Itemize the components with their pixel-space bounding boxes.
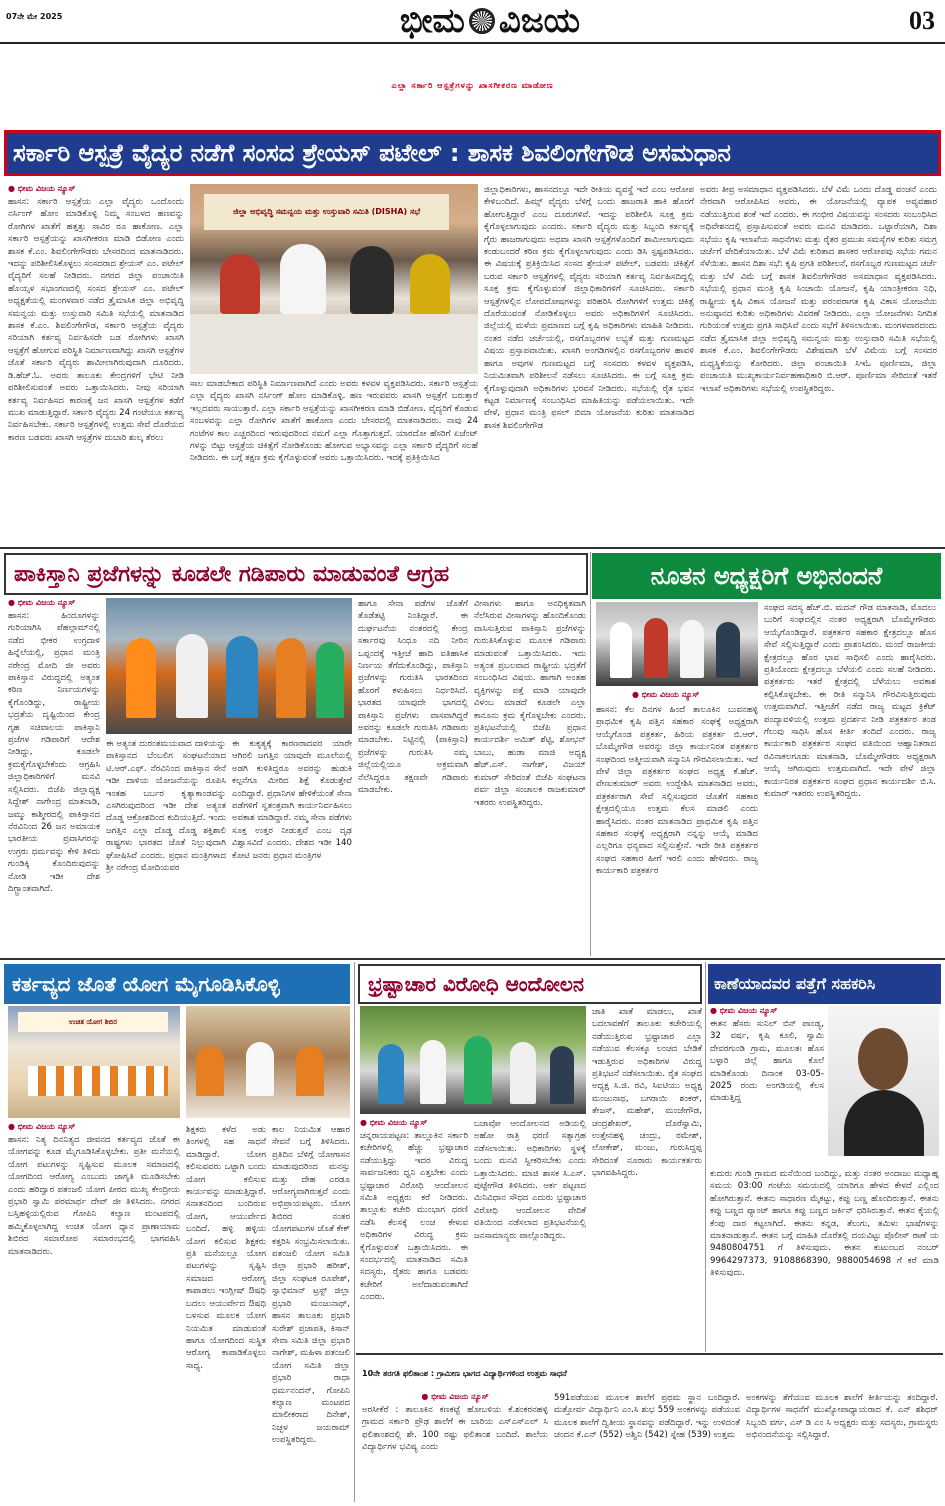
story6-col2: ಕುದುರು ಗುಂಡಿ ಗ್ರಾಮದ ಮನೆಯಿಂದ ಬಂದಿದ್ದು, ಮತ್ತು ನಂತರ ಅಂದಾಜು ಮಧ್ಯಾಹ್ನ ಸಮಯ 03:00 ಗಂಟೆಯ ಸಮಯದಲ್ಲಿ ಯಾರಿಗೂ ಹೇಳದ ಕೇಳದೆ ಎಲ್ಲಿಂದ ಹೋಗಿರುತ್ತಾನೆ. ಈತನು ಸಾಧಾರಣ ಮೈಕಟ್ಟು, ಕಪ್ಪು ಬಣ್ಣ ಹೊಂದಿರುತ್ತಾನೆ. ಈತನು ಕಪ್ಪು ಬಣ್ಣದ ಪ್ಯಾಂಟ್ ಹಾಗೂ ಕಪ್ಪು ಬಣ್ಣದ ಜರ್ಕಿನ್ ಧರಿಸಿರುತ್ತಾನೆ. ಈತನ ಕೈಯಲ್ಲಿ ಕೆಂಪು ದಾರ ಕಟ್ಟಲಾಗಿದೆ. ಈತನು ಕನ್ನಡ, ತೆಲುಗು, ತಮಿಳು ಭಾಷೆಗಳನ್ನು ಮಾತನಾಡುತ್ತಾನೆ. ಈತನ ಬಗ್ಗೆ ಮಾಹಿತಿ ದೊರೆತಲ್ಲಿ ದಯವಿಟ್ಟು ಪೊಲೀಸ್ ಠಾಣೆ ಯ 9480804751 ಗೆ ತಿಳಿಸುವುದು. ಈತನ ಕುಟುಂಬದ ನಂಬರ್ 9964297373, 9108868390, 9880054698 ಗೆ ಕರೆ ಮಾಡಿ ತಿಳಿಸುವುದು. [710,1169,939,1279]
story4-headline-band [4,964,350,1004]
story4-photo [8,1006,180,1118]
story4-headline: ಕರ್ತವ್ಯದ ಜೊತೆ ಯೋಗ ಮೈಗೂಡಿಸಿಕೊಳ್ಳಿ [12,972,280,996]
story2-col1: ಹಾಸನ: ಹಿಂದೂಗಳನ್ನು ಗುರಿಯಾಗಿಸಿ ಪೆಹಲ್ಗಾಮ್‌ನಲ್ಲಿ ನಡೆದ ಭೀಕರ ಉಗ್ರದಾಳಿ ಹಿನ್ನೆಲೆಯಲ್ಲಿ, ಪ್ರಧಾನ ಮಂತ್ರಿ ನರೇಂದ್ರ ಮೋದಿ ಜೀ ಅವರು ಪಾಕಿಸ್ತಾನ ವಿರುದ್ಧದಲ್ಲಿ ಅತ್ಯಂತ ಕಠಿಣ ನಿರ್ಣಯಗಳನ್ನು ಕೈಗೊಂಡಿದ್ದು, ರಾಷ್ಟ್ರೀಯ ಭದ್ರತೆಯ ದೃಷ್ಟಿಯಿಂದ ಕೇಂದ್ರ ಗೃಹ ಸಚಿವಾಲಯ ಪಾಕಿಸ್ತಾನಿ ಪ್ರಜೆಗಳ ಗಡಿಪಾರಿಗೆ ಆದೇಶ ನೀಡಿದ್ದು, ಕೂಡಲೇ ಕ್ರಮಕೈಗೊಳ್ಳಬೇಕೆಂದು ಆಗ್ರಹಿಸಿ ಜಿಲ್ಲಾಧಿಕಾರಿಗಳಿಗೆ ಮನವಿ ಸಲ್ಲಿಸಿದರು. ಬಿಜೆಪಿ ಜಿಲ್ಲಾಧ್ಯಕ್ಷ ಸಿದ್ದೇಶ್ ನಾಗೇಂದ್ರ ಮಾತನಾಡಿ, ಜಮ್ಮು ಕಾಶ್ಮೀರದಲ್ಲಿ ಪಾಕಿಸ್ತಾನದ ನೆರವಿನಿಂದ 26 ಜನ ಅಮಾಯಕ ಭಾರತೀಯ ಪ್ರವಾಸಿಗರನ್ನು ಉಗ್ರರು ಧರ್ಮವನ್ನು ಕೇಳಿ ತಿಳಿದು ಗುಂಡಿಕ್ಕಿ ಕೊಂದಿರುವುದನ್ನು ನೋಡಿ ಇಡೀ ದೇಶ ದಿಗ್ಭ್ರಾಂತವಾಗಿದೆ. [8,611,100,894]
story4-col3: ಕಾಲ ನಿಯಮಿತ ಆಹಾರ ಸೇವನೆ ಬಗ್ಗೆ ತಿಳಿಸಿದರು. ಪ್ರತಿದಿನ ಬೆಳಿಗ್ಗೆ ಯೋಗಾಸನ ಮಾಡುವುದರಿಂದ ಮನಸ್ಸು ಮತ್ತು ದೇಹ ಎರಡೂ ಆರೋಗ್ಯವಾಗಿರುತ್ತವೆ ಎಂದು ಅಭಿಪ್ರಾಯಪಟ್ಟರು. ಯೋಗ ಶಿಬಿರದ ನಂತರ ಯೋಗಪಟುಗಳ ಜೊತೆ ಕೇಕ್ ಕತ್ತರಿಸಿ ಸಂಭ್ರಮಿಸಲಾಯಿತು. ಪತಂಜಲಿ ಯೋಗ ಸಮಿತಿ ಜಿಲ್ಲಾ ಪ್ರಭಾರಿ ಹರೀಶ್, ಜಿಲ್ಲಾ ಸಂಘಟಕ ರೂಪೇಶ್, ಸ್ವಾಭಿಮಾನ್ ಟ್ರಸ್ಟ್ ಜಿಲ್ಲಾ ಪ್ರಭಾರಿ ಮಂಜುನಾಥ್, ಹಾಸನ ತಾಲೂಕು ಪ್ರಭಾರಿ ಸುರೇಶ್ ಪ್ರಜಾಪತಿ, ಕಿಸಾನ್ ಸೇವಾ ಸಮಿತಿ ಜಿಲ್ಲಾ ಪ್ರಭಾರಿ ನಾಗೇಶ್, ಮಹಿಳಾ ಪತಂಜಲಿ ಯೋಗ ಸಮಿತಿ ಜಿಲ್ಲಾ ಪ್ರಭಾರಿ ರಾಧಾ ಧರ್ಮನಂದನ್, ಗೋಪಿನಿ ಕಲ್ಯಾಣ ಮಂಟಪದ ಮಾಲೀಕರಾದ ದಿನೇಶ್, ನಿಚ್ಛಳ ಜಯರಾಮ್ ಉಪಸ್ಥಿತರಿದ್ದರು. [272,1125,350,1446]
story4-col2: ಶಿಕ್ಷಕರು ಕಳೆದ ಅಡು ತಿಂಗಳಲ್ಲಿ ಸಹ ಸಾಧನೆ ಮಾಡಿದ್ದಾರೆ. ಯೋಗ ಕಲಿಸುವವರು ಒಟ್ಟಾಗಿ ಬಂದು ಯೋಗ ಕಲಿಸುವ ಕಾರ್ಯವನ್ನು ಮಾಡುತ್ತಿದ್ದಾರೆ. ಸನಾತನದಿಂದ ಬಂದಿರುವ ಯೋಗ, ಆಯುರ್ವೇದ ಬಂದಿದೆ. ಹಳ್ಳಿ ಹಳ್ಳಿಯ ಯೋಗ ಕಲಿಸುವ ಶಿಕ್ಷಕರು ಪ್ರತಿ ಮನೆಯಲ್ಲೂ ಯೋಗ ಪಟುಗಳನ್ನು ಸೃಷ್ಟಿಸಿ ಸಮಾಜದ ಆರೋಗ್ಯ ಕಾಪಾಡಲು ಇಂಗ್ಲೀಷ್ ಔಷಧಿ ಬದಲು ಆಯುರ್ವೇದ ಔಷಧಿ ಬಳಸುವ ಮೂಲಕ ಯೋಗ ನಿಯಮಿತ ಮಾಡುವಂತೆ ಹಾಗೂ ಯೋಗದಿಂದ ಸುಸ್ಥಿತ ಆರೋಗ್ಯ ಕಾಪಾಡಿಕೊಳ್ಳಲು ಸಾಧ್ಯ. [186,1125,266,1371]
story1 [0,180,945,545]
lead-headline: ಎಲ್ಲಾ ಸರ್ಕಾರಿ ಆಸ್ಪತ್ರೆಗಳನ್ನು ಖಾಸಗೀಕರಣ ಮಾಡೋಣ [391,81,554,90]
story3-col1: ಹಾಸನ: ಕೆಲ ದಿನಗಳ ಹಿಂದೆ ತಾಲೂಕಿನ ಬುವನಹಳ್ಳಿ ಪ್ರಾಥಮಿಕ ಕೃಷಿ ಪತ್ತಿನ ಸಹಕಾರ ಸಂಘಕ್ಕೆ ಅಧ್ಯಕ್ಷರಾಗಿ ಆಯ್ಕೆಗೊಂಡ ಪತ್ರಕರ್ತ, ಹಿರಿಯ ಪತ್ರಕರ್ತ ಬಿ.ಆರ್. ಬೊಮ್ಮೇಗೌಡ ಅವರನ್ನು ಜಿಲ್ಲಾ ಕಾರ್ಯನಿರತ ಪತ್ರಕರ್ತರ ಸಂಘದಿಂದ ಆತ್ಮೀಯವಾಗಿ ಸನ್ಮಾನಿಸಿ ಗೌರವಿಸಲಾಯಿತು. ಇದೆ ವೇಳೆ ಜಿಲ್ಲಾ ಪತ್ರಕರ್ತರ ಸಂಘದ ಅಧ್ಯಕ್ಷ ಕೆ.ಹೆಚ್. ವೇಣುಕುಮಾರ್ ಅವರು ಉದ್ದೇಶಿಸಿ ಮಾತನಾಡಿದ ಅವರು, ಪತ್ರಕರ್ತರಾಗಿ ಸೇವೆ ಸಲ್ಲಿಸುವುದರ ಜೊತೆಗೆ ಸಹಕಾರ ಕ್ಷೇತ್ರದಲ್ಲಿಯೂ ಉತ್ತಮ ಕೆಲಸ ಮಾಡಲಿ ಎಂದು ಹಾರೈಸಿದರು. ನಂತರ ಮಾತನಾಡಿದ ಪ್ರಾಥಮಿಕ ಕೃಷಿ ಪತ್ತಿನ ಸಹಕಾರ ಸಂಘಕ್ಕೆ ಅಧ್ಯಕ್ಷರಾಗಿ ನನ್ನನ್ನು ಆಯ್ಕೆ ಮಾಡಿದ ಎಲ್ಲರಿಗೂ ಧನ್ಯವಾದ ಸಲ್ಲಿಸುತ್ತೇನೆ. ಇದೇ ರೀತಿ ಪತ್ರಕರ್ತರ ಸಂಘದ ಸಹಕಾರ ಹೀಗೆ ಇರಲಿ ಎಂದು ಹೇಳಿದರು. ರಾಜ್ಯ ಕಾರ್ಯಕಾರಿ ಪತ್ರಕರ್ತರ [596,705,758,877]
disha-banner: ಜಿಲ್ಲಾ ಅಭಿವೃದ್ಧಿ ಸಮನ್ವಯ ಮತ್ತು ಉಸ್ತುವಾರಿ ಸಮಿತಿ (DISHA) ಸಭೆ [204,194,449,230]
story6-byline: ● ಭೀಮ ವಿಜಯ ನ್ಯೂಸ್ [710,1006,778,1015]
story6-col1: ಈತನ ಹೆಸರು ಸುನಿಲ್ ಬಿನ್ ಪಾಂಡ್ಯ, 32 ವರ್ಷ, ಕೃಷಿ ಕೂಲಿ, ಸ್ವಾಮಿ ದೇವರಗುಂಡಿ ಗ್ರಾಮ, ಮೂಲತಃ ಹೊಸ ಬಳ್ಳಾರಿ ಜಿಲ್ಲೆ ಹಾಗೂ ಕೊಲೆ ಮಾಡಿಕೊಂಡು ದಿನಾಂಕ 03-05-2025 ರಂದು ಅಂಗಡಿಯಲ್ಲಿ ಕೆಲಸ ಮಾಡುತ್ತಿದ್ದ [710,1019,824,1104]
story1-byline: ● ಭೀಮ ವಿಜಯ ನ್ಯೂಸ್ [8,184,76,193]
story1-col2: ಸಾಲ ಮಾಡಬೇಕಾದ ಪರಿಸ್ಥಿತಿ ನಿರ್ಮಾಣವಾಗಿದೆ ಎಂದು ಅವರು ಕಳವಳ ವ್ಯಕ್ತಪಡಿಸಿದರು. ಸರ್ಕಾರಿ ಆಸ್ಪತ್ರೆಯ ಎಲ್ಲಾ ವೈದ್ಯರು ಖಾಸಗಿ ನರ್ಸಿಂಗ್ ಹೋಂ ಮಾಡಿಕೊಳ್ಳಿ. ಹಣ ಇರುವವರು ಖಾಸಗಿ ಆಸ್ಪತ್ರೆಗೆ ಬರುತ್ತಾರೆ ಇಲ್ಲದವರು ಸಾಯುತ್ತಾರೆ. ಎಲ್ಲಾ ಸರ್ಕಾರಿ ಆಸ್ಪತ್ರೆಯನ್ನು ಖಾಸಗೀಕರಣ ಮಾಡಿ ಬಿಡೋಣ. ವೈದ್ಯರಿಗೆ ಕೊಡುವ ಸಂಬಳವನ್ನು ಎಲ್ಲಾ ರೋಗಿಗಳ ಖಾತೆಗೆ ಹಾಕೋಣ ಎಂದು ಬೇಸರದಲ್ಲಿ ಮಾತನಾಡಿದರು. ನಾವು 24 ಗಂಟೆಗಳ ಕಾಲ ಎಚ್ಚರದಿಂದ ಇರುವುದರಿಂದ ನಮಗೆ ಎಲ್ಲಾ ಗೊತ್ತಾಗುತ್ತದೆ. ಯಾರದೋ ಹೆಸರಿಗೆ ಏಜೆಂಟ್ ಗಳನ್ನು ಬಿಟ್ಟು ಆಸ್ಪತ್ರೆಯ ಚಿಕಿತ್ಸೆಗೆ ನೋಡಿಕೊಂಡು ಹೋಗುವ ಅಭ್ಯಾಸವನ್ನು ಎಲ್ಲಾ ಸರ್ಕಾರಿ ವೈದ್ಯರಿಗೆ ಸಲಹೆ ನೀಡಿದರು. ಈ ಬಗ್ಗೆ ತಕ್ಷಣ ಕ್ರಮ ಕೈಗೊಳ್ಳುವಂತೆ ಅವರು ಒತ್ತಾಯಿಸಿದರು. ಇದಕ್ಕೆ ಪ್ರತಿಕ್ರಿಯಿಸಿದ [190,379,478,464]
newspaper-name-right: ವಿಜಯ [498,1,581,41]
story2-col2: ಈ ಅತ್ಯಂತ ದುರಂತಮಯವಾದ ದಾಳಿಯನ್ನು ಪಾಕಿಸ್ತಾನದ ಬೆಂಬಲಿಗ ಸಂಘಟನೆಯಾದ ಟಿ.ಆರ್.ಎಫ್. ನೆರವಿನಿಂದ ಪಾಕಿಸ್ತಾನ ಸೇನೆ ಇಡೀ ದಾಳಿಯ ಯೋಜನೆಯನ್ನು ರೂಪಿಸಿ ಇಂತಹ ಬರ್ಬರ ಕೃತ್ಯಾಕಾಂಡವನ್ನು ಎಸಗಿರುವುದರಿಂದ ಇಡೀ ದೇಶ ಅತ್ಯಂತ ದೊಡ್ಡ ಆಕ್ರೋಶದಿಂದ ಕುದಿಯುತ್ತಿದೆ. ಇಂದು ಜಗತ್ತಿನ ಎಲ್ಲಾ ದೊಡ್ಡ ದೊಡ್ಡ ಶಕ್ತಿಶಾಲಿ ರಾಷ್ಟ್ರಗಳು ಭಾರತದ ಜೊತೆ ನಿಲ್ಲುವುದಾಗಿ ಘೋಷಿಸಿವೆ ಎಂದರು. ಪ್ರಧಾನ ಮಂತ್ರಿಗಳಾದ ಶ್ರೀ ನರೇಂದ್ರ ಮೋದಿಯವರ [106,739,226,874]
issue-date: 07ನೇ ಮೇ 2025 [6,12,63,21]
newspaper-name [365,0,615,42]
story2-headline: ಪಾಕಿಸ್ತಾನಿ ಪ್ರಜೆಗಳನ್ನು ಕೂಡಲೇ ಗಡಿಪಾರು ಮಾಡುವಂತೆ ಆಗ್ರಹ [14,561,450,587]
story2-col3: ಈ ಕುಕೃತ್ಯಕ್ಕೆ ಕಾರಣರಾದವರ ಯಾರೇ ಆಗಿರಲಿ ಜಗತ್ತಿನ ಯಾವುದೇ ಮೂಲೆಯಲ್ಲಿ ಅಡಗಿ ಕುಳಿತಿದ್ದರೂ ಅವರನ್ನು ಹುಡುಕಿ ಕಲ್ಪನೆಗೂ ಮೀರಿದ ಶಿಕ್ಷೆ ಕೊಡುತ್ತೇವೆ ಎಂದಿದ್ದಾರೆ. ಪ್ರಧಾನಿಗಳ ಹೇಳಿಕೆಯಂತೆ ಸೇನಾ ಪಡೆಗಳಿಗೆ ಸ್ವತಂತ್ರವಾಗಿ ಕಾರ್ಯನಿರ್ವಹಿಸಲು ಅವಕಾಶ ಮಾಡಿದ್ದಾರೆ. ನಮ್ಮ ಸೇನಾ ಪಡೆಗಳು ಸೂಕ್ತ ಉತ್ತರ ನೀಡುತ್ತವೆ ಎಂಬ ದೃಢ ವಿಶ್ವಾಸವಿದೆ ಎಂದರು. ದೇಶದ ಇಡೀ 140 ಕೋಟಿ ಜನರು ಪ್ರಧಾನ ಮಂತ್ರಿಗಳ [232,739,352,861]
story2-col5: ವೀಸಾಗಳು ಹಾಗೂ ಅನಧಿಕೃತವಾಗಿ ನೆಲೆಸಿರುವ ವೀಸಾಗಳನ್ನು ಹೊಂದಿಕೊಂಡು ವಾಸಿಸುತ್ತಿರುವ ಪಾಕಿಸ್ತಾನಿ ಪ್ರಜೆಗಳನ್ನು ಗುರುತಿಸಿಕೊಳ್ಳುವ ಮೂಲಕ ಗಡಿಪಾರು ಮಾಡುವಂತೆ ಒತ್ತಾಯಿಸಿದರು. ಇದು ಅತ್ಯಂತ ಪ್ರಬಲವಾದ ರಾಷ್ಟ್ರೀಯ ಭದ್ರತೆಗೆ ಸಂಬಂಧಿಸಿದ ವಿಷಯ. ಹಾಗಾಗಿ ಅಂತಹ ವ್ಯಕ್ತಿಗಳನ್ನು ಪತ್ತೆ ಮಾಡಿ ಯಾವುದೇ ವಿಳಂಬ ಮಾಡದೆ ಕೂಡಲೇ ಎಲ್ಲಾ ಕಾನೂನು ಕ್ರಮ ಕೈಗೊಳ್ಳಬೇಕು ಎಂದರು. ಪ್ರತಿಭಟನೆಯಲ್ಲಿ ಬಿಜೆಪಿ ಪ್ರಧಾನ ಕಾರ್ಯದರ್ಶಿ ಅಮಿತ್ ಶೆಟ್ಟಿ, ಶೋಭನ್ ಬಾಬು, ಹುಡಾ ಮಾಜಿ ಅಧ್ಯಕ್ಷ ಹೆಚ್.ಎಸ್. ನಾಗೇಶ್, ವಿಜಯ್ ಕುಮಾರ್ ಸೇರಿದಂತೆ ಬಿಜೆಪಿ ಸಂಘಟನಾ ಪರ್ವ ಜಿಲ್ಲಾ ಸಂಚಾಲಕ ರಾಜಕುಮಾರ್ ಇತರರು ಉಪಸ್ಥಿತರಿದ್ದರು. [474,599,586,808]
story2 [0,598,590,956]
newspaper-name-left: ಭೀಮ [399,1,465,41]
missing-person-photo [828,1006,939,1156]
story1-col4: ಅವರು ತೀವ್ರ ಅಸಮಾಧಾನ ವ್ಯಕ್ತಪಡಿಸಿದರು. ಬೆಳೆ ವಿಮೆ ಒಂದು ದೊಡ್ಡ ವಂಚನೆ ಎಂದು ನೇರವಾಗಿ ಆರೋಪಿಸಿದ ಅವರು, ಈ ಯೋಜನೆಯಲ್ಲಿ ವ್ಯಾಪಕ ಅವ್ಯವಹಾರ ನಡೆಯುತ್ತಿರುವ ಶಂಕೆ ಇದೆ ಎಂದರು. ಈ ಗಂಭೀರ ವಿಷಯವನ್ನು ಸಂಸದರು ಸಂಬಂಧಿಸಿದ ಅಧಿವೇಶನದಲ್ಲಿ ಪ್ರಸ್ತಾಪಿಸುವಂತೆ ಅವರು ಮನವಿ ಮಾಡಿದರು. ಒಟ್ಟಾರೆಯಾಗಿ, ದಿಶಾ ಸಭೆಯು ಕೃಷಿ ಇಲಾಖೆಯ ಸಾಧನೆಗಳು ಮತ್ತು ರೈತರ ಪ್ರಮುಖ ಸಮಸ್ಯೆಗಳ ಕುರಿತು ಸಮಗ್ರ ಚರ್ಚೆಗೆ ವೇದಿಕೆಯಾಯಿತು. ಬೆಳೆ ವಿಮೆ ಕುರಿತಾದ ಶಾಸಕರ ಆರೋಪವು ಸಭೆಯ ಗಮನ ಸೆಳೆಯಿತು. ಹಾಸನ ದಿಶಾ ಸಭೆ: ಕೃಷಿ ಪ್ರಗತಿ ಪರಿಶೀಲನೆ, ರಸಗೊಬ್ಬರ ಗುಣಮಟ್ಟದ ಚರ್ಚೆ ಮತ್ತು ಬೆಳೆ ವಿಮೆ ಬಗ್ಗೆ ಶಾಸಕ ಶಿವಲಿಂಗೇಗೌಡರ ಅಸಮಾಧಾನ ವ್ಯಕ್ತಪಡಿಸಿದರು. ಸಭೆಯಲ್ಲಿ ಪ್ರಧಾನ ಮಂತ್ರಿ ಕೃಷಿ ಸಿಂಚಾಯಿ ಯೋಜನೆ, ಕೃಷಿ ಯಾಂತ್ರೀಕರಣ ನಿಧಿ, ರಾಷ್ಟ್ರೀಯ ಕೃಷಿ ವಿಕಾಸ ಯೋಜನೆ ಮತ್ತು ಪರಂಪರಾಗತ ಕೃಷಿ ವಿಕಾಸ ಯೋಜನೆಯ ಅನುಷ್ಠಾನದ ಕುರಿತು ಅಧಿಕಾರಿಗಳು ವಿವರಣೆ ನೀಡಿದರು. ಎಲ್ಲಾ ಯೋಜನೆಗಳು ನಿಗದಿತ ಗುರಿಯಂತೆ ಉತ್ತಮ ಪ್ರಗತಿ ಸಾಧಿಸಿವೆ ಎಂದು ಸಭೆಗೆ ತಿಳಿಸಲಾಯಿತು. ಮಂಗಳವಾರದಂದು ನಡೆದ ತ್ರೈಮಾಸಿಕ ಜಿಲ್ಲಾ ಅಭಿವೃದ್ಧಿ ಸಮನ್ವಯ ಮತ್ತು ಉಸ್ತುವಾರಿ ಸಮಿತಿ ಸಭೆಯಲ್ಲಿ ಶಾಸಕ ಕೆ.ಎಂ. ಶಿವಲಿಂಗೇಗೌಡರು ವಿಶೇಷವಾಗಿ ಬೆಳೆ ವಿಮೆಯ ಬಗ್ಗೆ ಸಂಸದರ ಮಧ್ಯಸ್ಥಿಕೆಯನ್ನು ಕೋರಿದರು. ಜಿಲ್ಲಾ ಪಂಚಾಯಿತಿ ಸಿಇಓ ಪೂರ್ಣಿಮಾ, ಜಿಲ್ಲಾ ಪಂಚಾಯತಿ ಮುಖ್ಯಕಾರ್ಯನಿರ್ವಹಣಾಧಿಕಾರಿ ಬಿ.ಆರ್. ಪೂರ್ಣಿಮಾ ಸೇರಿದಂತೆ ಇತರೆ ಇಲಾಖೆ ಅಧಿಕಾರಿಗಳು ಸಭೆಯಲ್ಲಿ ಉಪಸ್ಥಿತರಿದ್ದರು. [700,185,937,394]
story7-col1: ಅರಸೀಕೆರೆ : ತಾಲೂಕಿನ ಕಣಕಟ್ಟೆ ಹೋಬಳಿಯ ಕೆ.ಶಂಕರನಹಳ್ಳಿ ಗ್ರಾಮದ ಸರ್ಕಾರಿ ಪ್ರೌಢ ಶಾಲೆಗೆ ಈ ಬಾರಿಯ ಎಸ್ಎಸ್ಎಲ್ ಸಿ ಫಲಿತಾಂಶದಲ್ಲಿ ಶೇ. 100 ರಷ್ಟು ಫಲಿತಾಂಶ ಬಂದಿದೆ. ಶಾಲೆಯ ವಿದ್ಯಾರ್ಥಿಗಳ ಭವಿಷ್ಯ ಎಂದು [362,1405,548,1453]
story5-byline: ● ಭೀಮ ವಿಜಯ ನ್ಯೂಸ್ [360,1118,428,1127]
divider [0,547,945,549]
story7-byline: ● ಭೀಮ ವಿಜಯ ನ್ಯೂಸ್ [421,1392,489,1401]
story7-divider [356,1353,943,1355]
story4-col1: ಹಾಸನ: ನಿತ್ಯ ದಿನನಿತ್ಯದ ಜೀವನದ ಕರ್ತವ್ಯದ ಜೊತೆ ಈ ಯೋಗವನ್ನು ಕೂಡ ಮೈಗೂಡಿಸಿಕೊಳ್ಳಬೇಕು. ಪ್ರತೀ ಮನೆಯಲ್ಲಿ ಯೋಗ ಪಟುಗಳನ್ನು ಸೃಷ್ಟಿಸುವ ಮೂಲಕ ಸಮಾಜದಲ್ಲಿ ಯೋಗದಿಂದ ಆರೋಗ್ಯ ಎಂಬುದು ಜಾಗೃತಿ ಮೂಡಿಸಬೇಕು ಎಂದು ಹರಿದ್ವಾರ ಪತಂಜಲಿ ಯೋಗ ಪೀಠದ ಮುಖ್ಯ ಕೇಂದ್ರೀಯ ಪ್ರಭಾರಿ ಸ್ವಾಮಿ ಪರಮಾರ್ಥ ದೇವ್ ಜೀ ತಿಳಿಸಿದರು. ನಗರದ ಬಸ್ತಿಹಳ್ಳಿಯಲ್ಲಿರುವ ಗೋಪಿನಿ ಕಲ್ಯಾಣ ಮಂಟಪದಲ್ಲಿ ಹಮ್ಮಿಕೊಳ್ಳಲಾಗಿದ್ದ ಉಚಿತ ಯೋಗ ಧ್ಯಾನ ಪ್ರಾಣಾಯಾಮ ಶಿಬಿರದ ಸಮಾರೋಪ ಸಮಾರಂಭದಲ್ಲಿ ಭಾಗವಹಿಸಿ ಮಾತನಾಡಿದರು. [8,1135,180,1257]
story7-col3: ಅಂಕಗಳನ್ನು ತೆಗೆಯುವ ಮೂಲಕ ಶಾಲೆಗೆ ಕೀರ್ತಿಯನ್ನು ತಂದಿದ್ದಾರೆ. ವಿದ್ಯಾರ್ಥಿಗಳ ಸಾಧನೆಗೆ ಮುಖ್ಯೋಪಾಧ್ಯಾಯರಾದ ಕೆ. ಎನ್ ಶಶಿಧರ್ ಸಿಬ್ಬಂದಿ ವರ್ಗ, ಎಸ್ ಡಿ ಎಂ ಸಿ ಅಧ್ಯಕ್ಷರು ಮತ್ತು ಸದಸ್ಯರು, ಗ್ರಾಮಸ್ಥರು ಅಭಿನಂದನೆಯನ್ನು ಸಲ್ಲಿಸಿದ್ದಾರೆ. [746,1393,938,1441]
story1-subhead: ಸರ್ಕಾರಿ ಆಸ್ಪತ್ರೆ ವೈದ್ಯರ ನಡೆಗೆ ಸಂಸದ ಶ್ರೇಯಸ್ ಪಟೇಲ್ : ಶಾಸಕ ಶಿವಲಿಂಗೇಗೌಡ ಅಸಮಧಾನ [13,139,731,167]
story4-byline: ● ಭೀಮ ವಿಜಯ ನ್ಯೂಸ್ [8,1122,76,1131]
story5-col3: ಜಾತಿ ಖಾತೆ ಮಾಡಲು, ಖಾತೆ ಬದಲಾವಣೆಗೆ ತಾಲೂಕು ಕಚೇರಿಯಲ್ಲಿ ನಡೆಯುತ್ತಿರುವ ಭ್ರಷ್ಟಾಚಾರ ಎಲ್ಲಾ ನಡೆಯುವ ಕೆಲಸಕ್ಕೂ ಲಂಚದ ಬೇಡಿಕೆ ಇಡುತ್ತಿರುವ ಅಧಿಕಾರಿಗಳ ವಿರುದ್ಧ ಪ್ರತಿಭಟನೆ ನಡೆಸಲಾಯಿತು. ರೈತ ಸಂಘದ ಅಧ್ಯಕ್ಷ ಸಿ.ಜಿ. ರವಿ, ಸಿಐಟಿಯು ಅಧ್ಯಕ್ಷ ಮಂಜುನಾಥ, ಬಗರಾಯಿ ಶಂಕರ್, ತೇಜಸ್, ಮಹೇಶ್, ಮಂಜೇಗೌಡ, ಚಂದ್ರಶೇಖರ್, ದೊರೆಸ್ವಾಮಿ, ಉತ್ತೇನಹಳ್ಳಿ ಚಂದ್ರು, ರಮೇಶ್, ಲೋಕೇಶ್, ಮಂಜು, ಗುರುಸಿದ್ದಪ್ಪ ಸೇರಿದಂತೆ ನೂರಾರು ಕಾರ್ಯಕರ್ತರು ಭಾಗವಹಿಸಿದ್ದರು. [592,1007,702,1179]
column-rule [354,962,355,1502]
story2-col4: ಹಾಗೂ ಸೇನಾ ಪಡೆಗಳ ಜೊತೆಗೆ ತೊಡೆತಟ್ಟಿ ನಿಂತಿದ್ದಾರೆ. ಈ ದುರ್ಘಟನೆಯ ನಂತರದಲ್ಲಿ ಕೇಂದ್ರ ಸರ್ಕಾರವು ಸಿಂಧೂ ನದಿ ನೀರಿನ ಒಪ್ಪಂದಕ್ಕೆ ಇತ್ತೀಚೆ ಹಾದಿ ಐತಿಹಾಸಿಕ ನಿರ್ಣಯ ತೆಗೆದುಕೊಂಡಿದ್ದು, ಪಾಕಿಸ್ತಾನಿ ಪ್ರಜೆಗಳನ್ನು ಗುರುತಿಸಿ ಭಾರತದಿಂದ ಹೊರಗೆ ಕಳುಹಿಸಲು ನಿರ್ಧರಿಸಿದೆ. ಭಾರತದ ಯಾವುದೇ ಭಾಗದಲ್ಲಿ ಪಾಕಿಸ್ತಾನಿ ಪ್ರಜೆಗಳು ವಾಸವಾಗಿದ್ದರೆ ಅವರನ್ನು ಕೂಡಲೇ ಗುರುತಿಸಿ ಗಡಿಪಾರು ಮಾಡಬೇಕು. ನಿಟ್ಟಿನಲ್ಲಿ (ಪಾಕಿಸ್ತಾನಿ) ಪ್ರಜೆಗಳನ್ನು ಗುರುತಿಸಿ ನಮ್ಮ ಜಿಲ್ಲೆಯಲ್ಲಿಯೂ ಅಕ್ರಮವಾಗಿ ನೆಲೆಸಿದ್ದರೂ ತಕ್ಷಣವೇ ಗಡಿಪಾರು ಮಾಡಬೇಕು. [358,599,468,796]
story4 [0,1006,355,1501]
story3-headline: ನೂತನ ಅಧ್ಯಕ್ಷರಿಗೆ ಅಭಿನಂದನೆ [650,562,883,590]
story5-headline: ಭ್ರಷ್ಟಾಚಾರ ವಿರೋಧಿ ಆಂದೋಲನ [368,972,584,996]
story5-photo [360,1006,586,1114]
story7 [356,1392,943,1504]
story2-byline: ● ಭೀಮ ವಿಜಯ ನ್ಯೂಸ್ [8,598,76,607]
story5-col2: ಬಜಾವೋ ಆಂದೋಲನದ ಅಡಿಯಲ್ಲಿ ಅಹೋ ರಾತ್ರಿ ಧರಣಿ ಸತ್ಯಾಗ್ರಹ ನಡೆಸಲಾಯಿತು. ಅಧಿಕಾರಿಗಳು ಸ್ಥಳಕ್ಕೆ ಬಂದು ಮನವಿ ಸ್ವೀಕರಿಸಬೇಕು ಎಂದು ಒತ್ತಾಯಿಸಿದರು. ಮಾಜಿ ಶಾಸಕ ಸಿ.ಎಸ್. ಪುಟ್ಟೇಗೌಡ ತಿಳಿಸಿದರು. ಅರ್ಕ ಪಟ್ಟಣದ ಮಿನಿವಿಧಾನ ಸೌಧದ ಎದುರು ಭ್ರಷ್ಟಾಚಾರ ವಿರೋಧಿ ಆಂದೋಲನ ವೇದಿಕೆ ವತಿಯಿಂದ ನಡೆಸಲಾದ ಪ್ರತಿಭಟನೆಯಲ್ಲಿ ಜನಸಾಮಾನ್ಯರು ಪಾಲ್ಗೊಂಡಿದ್ದರು. [474,1119,586,1241]
story1-subhead-band [4,130,941,176]
story7-col2: 591ಪಡೆಯುವ ಮೂಲಕ ಶಾಲೆಗೆ ಪ್ರಥಮ ಸ್ಥಾನ ಬಂದಿದ್ದಾರೆ. ಮತ್ತೋರ್ವ ವಿದ್ಯಾರ್ಥಿನಿ ಎಂ.ಸಿ ಶುಭ 559 ಅಂಕಗಳನ್ನು ಪಡೆಯುವ ಮೂಲಕ ಶಾಲೆಗೆ ದ್ವಿತೀಯ ಸ್ಥಾನವನ್ನು ಪಡೆದಿದ್ದಾರೆ. ಇನ್ನು ಉಳಿದಂತೆ ಚಂದನ ಕೆ.ಎನ್ (552) ಅಶ್ವಿನಿ (542) ಸ್ನೇಹ (539) ಉತ್ತಮ [554,1393,740,1441]
story6-headline: ಕಾಣೆಯಾದವರ ಪತ್ತೆಗೆ ಸಹಕರಿಸಿ [714,974,876,993]
story1-col1: ಹಾಸನ: ಸರ್ಕಾರಿ ಆಸ್ಪತ್ರೆಯ ಎಲ್ಲಾ ವೈದ್ಯರು ಒಂದೊಂದು ನರ್ಸಿಂಗ್ ಹೋಂ ಮಾಡಿಕೊಳ್ಳಿ ನಿಮ್ಮ ಸಂಬಳದ ಹಣವನ್ನು ರೋಗಿಗಳ ಖಾತೆಗೆ ಹತ್ತತ್ತು ಸಾವಿರ ರೂ ಹಾಕೋಣ. ಎಲ್ಲಾ ಸರ್ಕಾರಿ ಆಸ್ಪತ್ರೆಯನ್ನು ಖಾಸಗೀಕರಣ ಮಾಡಿ ಬಿಡೋಣ ಎಂದು ಶಾಸಕ ಕೆ.ಎಂ. ಶಿವಲಿಂಗೇಗೌಡರು ಬೇಸರದಿಂದ ಮಾತನಾಡಿದರು. ಇದನ್ನು ಪರಿಶೀಲಿಸಿಕೊಳ್ಳಲು ಸಂಸದರಾದ ಶ್ರೇಯಸ್ ಎಂ. ಪಟೇಲ್ ವೈದ್ಯರಿಗೆ ಸಲಹೆ ನೀಡಿದರು. ನಗರದ ಜಿಲ್ಲಾ ಪಂಚಾಯಿತಿ ಹೊಯ್ಸಳ ಸಭಾಂಗಣದಲ್ಲಿ ಸಂಸದ ಶ್ರೇಯಸ್ ಎಂ. ಪಟೇಲ್ ಅಧ್ಯಕ್ಷತೆಯಲ್ಲಿ ಮಂಗಳವಾರ ನಡೆದ ತ್ರೈಮಾಸಿಕ ಜಿಲ್ಲಾ ಅಭಿವೃದ್ಧಿ ಸಮನ್ವಯ ಮತ್ತು ಉಸ್ತುವಾರಿ ಸಮಿತಿ ಸಭೆಯಲ್ಲಿ ಮಾತನಾಡಿದ ಶಾಸಕ ಕೆ.ಎಂ. ಶಿವಲಿಂಗೇಗೌಡ, ಸರ್ಕಾರಿ ಆಸ್ಪತ್ರೆಯ ವೈದ್ಯರು ಸರಿಯಾಗಿ ಕರ್ತವ್ಯ ನಿರ್ವಹಿಸದೇ ಬಡ ರೋಗಿಗಳು ಖಾಸಗಿ ಆಸ್ಪತ್ರೆಗೆ ಹೋಗುವ ಪರಿಸ್ಥಿತಿ ನಿರ್ಮಾಣವಾಗಿದ್ದು ಖಾಸಗಿ ಆಸ್ಪತ್ರೆಗಳ ಜೊತೆ ಸರ್ಕಾರಿ ವೈದ್ಯರು ಶಾಮೀಲಾಗಿರುವುದಾಗಿ ದೂರಿದರು. ಡಿ.ಹೆಚ್.ಓ. ಅವರು ತಾಲೂಕು ಕೇಂದ್ರಗಳಿಗೆ ಭೇಟಿ ನೀಡಿ ಪರಿಶೀಲಿಸುವಂತೆ ಅವರು ಒತ್ತಾಯಿಸಿದರು. ನೀವು ಸರಿಯಾಗಿ ಕರ್ತವ್ಯ ನಿರ್ವಹಿಸದ ಕಾರಣಕ್ಕೆ ಜನ ಖಾಸಗಿ ಆಸ್ಪತ್ರೆಗಳ ಕಡೆಗೆ ಮುಖ ಮಾಡುತ್ತಿದ್ದಾರೆ. ಸರ್ಕಾರಿ ವೈದ್ಯರು 24 ಗಂಟೆಯೂ ಕರ್ತವ್ಯ ನಿರ್ವಹಿಸಬೇಕು. ಸರ್ಕಾರಿ ಆಸ್ಪತ್ರೆಗಳಲ್ಲಿ ಉತ್ತಮ ಸೇವೆ ದೊರೆಯದ ಕಾರಣ ಬಡವರು ಖಾಸಗಿ ಆಸ್ಪತ್ರೆಗಳ ದುಬಾರಿ ಶುಲ್ಕ ತೆರಲು [8,197,184,443]
column-rule [590,552,591,956]
story4-photo-2 [186,1006,350,1118]
story5 [356,1006,706,1351]
chakra-logo-icon [469,8,495,34]
story1-col3: ಜಿಲ್ಲಾಧಿಕಾರಿಗಳು, ಹಾಸನದಲ್ಲೂ ಇದೇ ರೀತಿಯ ವ್ಯವಸ್ಥೆ ಇದೆ ಎಂಬ ಆರೋಪ ಕೇಳಿಬಂದಿದೆ. ಹಿಮ್ಸ್ ವೈದ್ಯರು ಬೆಳಿಗ್ಗೆ ಬಂದು ಹಾಜರಾತಿ ಹಾಕಿ ಹೊರಗೆ ಹೋಗುತ್ತಿದ್ದಾರೆ ಎಂಬ ದೂರುಗಳಿವೆ. ಇದನ್ನು ಪರಿಶೀಲಿಸಿ ಸೂಕ್ತ ಕ್ರಮ ಕೈಗೊಳ್ಳಲಾಗುವುದು ಎಂದರು. ಸರ್ಕಾರಿ ವೈದ್ಯರು ಮತ್ತು ಸಿಬ್ಬಂದಿ ಕರ್ತವ್ಯಕ್ಕೆ ಗೈರು ಹಾಜರಾಗುವುದು ಅಥವಾ ಖಾಸಗಿ ಆಸ್ಪತ್ರೆಗಳೊಂದಿಗೆ ಶಾಮೀಲಾಗುವುದು ಕಂಡುಬಂದರೆ ಕಠಿಣ ಕ್ರಮ ಕೈಗೊಳ್ಳಲಾಗುವುದು ಎಂದು ಡಿಸಿ ಸ್ಪಷ್ಟಪಡಿಸಿದರು. ಈ ವಿಷಯಕ್ಕೆ ಪ್ರತಿಕ್ರಿಯಿಸಿದ ಸಂಸದ ಶ್ರೇಯಸ್ ಪಟೇಲ್, ಬಡವರು ಚಿಕಿತ್ಸೆಗೆ ಬರುವ ಸರ್ಕಾರಿ ಆಸ್ಪತ್ರೆಗಳಲ್ಲಿ ವೈದ್ಯರು ಸರಿಯಾಗಿ ಕರ್ತವ್ಯ ನಿರ್ವಹಿಸದಿದ್ದಲ್ಲಿ ಸೂಕ್ತ ಕ್ರಮ ಕೈಗೊಳ್ಳುವಂತೆ ಜಿಲ್ಲಾಧಿಕಾರಿಗಳಿಗೆ ಸೂಚಿಸಿದರು. ಸರ್ಕಾರಿ ಆಸ್ಪತ್ರೆಗಳಲ್ಲಿನ ಲೋಪದೋಷಗಳನ್ನು ಪರಿಹರಿಸಿ ರೋಗಿಗಳಿಗೆ ಉತ್ತಮ ಚಿಕಿತ್ಸೆ ದೊರೆಯುವಂತೆ ನೋಡಿಕೊಳ್ಳಲು ಅವರು ಅಧಿಕಾರಿಗಳಿಗೆ ಸೂಚಿಸಿದರು. ಜಿಲ್ಲೆಯಲ್ಲಿ ಮಳೆಯ ಪ್ರಮಾಣದ ಬಗ್ಗೆ ಕೃಷಿ ಅಧಿಕಾರಿಗಳು ಮಾಹಿತಿ ನೀಡಿದರು. ನಂತರ ನಡೆದ ಚರ್ಚೆಯಲ್ಲಿ, ರಸಗೊಬ್ಬರಗಳ ಲಭ್ಯತೆ ಮತ್ತು ಗುಣಮಟ್ಟದ ವಿಷಯ ಪ್ರಸ್ತಾಪವಾಯಿತು. ಖಾಸಗಿ ಅಂಗಡಿಗಳಲ್ಲಿನ ರಸಗೊಬ್ಬರಗಳ ಹಾವಳಿ ಹಾಗೂ ಅವುಗಳ ಗುಣಮಟ್ಟದ ಬಗ್ಗೆ ಸಂಸದರು ಕಳವಳ ವ್ಯಕ್ತಪಡಿಸಿ, ನಿಯಮಿತವಾಗಿ ಪರಿಶೀಲನೆ ನಡೆಸಲು ಸೂಚಿಸಿದರು. ಈ ಬಗ್ಗೆ ಸೂಕ್ತ ಕ್ರಮ ಕೈಗೊಳ್ಳುವುದಾಗಿ ಅಧಿಕಾರಿಗಳು ಭರವಸೆ ನೀಡಿದರು. ಸಭೆಯಲ್ಲಿ ರೈತ ಭವನ ಕಟ್ಟಡ ನಿರ್ಮಾಣಕ್ಕೆ ಸಂಬಂಧಿಸಿದ ಮಾಹಿತಿಯನ್ನು ಪಡೆಯಲಾಯಿತು. ಇದೇ ವೇಳೆ, ಪ್ರಧಾನ ಮಂತ್ರಿ ಫಸಲ್ ಬಿಮಾ ಯೋಜನೆಯ ಕುರಿತು ಮಾತನಾಡಿದ ಶಾಸಕ ಶಿವಲಿಂಗೇಗೌಡ [484,185,694,431]
story5-headline-band [358,964,702,1004]
story1-photo [190,184,478,374]
story6 [706,1006,943,1351]
story5-col1: ಚನ್ನರಾಯಪಟ್ಟಣ: ತಾಲ್ಲೂಕಿನ ಸರ್ಕಾರಿ ಕಚೇರಿಗಳಲ್ಲಿ ಹೆಚ್ಚು ಭ್ರಷ್ಟಾಚಾರ ನಡೆಯುತ್ತಿದ್ದು ಇದರ ವಿರುದ್ಧ ಸಾರ್ವಜನಿಕರು ಧ್ವನಿ ಎತ್ತಬೇಕು ಎಂದು ಭ್ರಷ್ಟಾಚಾರ ವಿರೋಧಿ ಆಂದೋಲನ ಸಮಿತಿ ಅಧ್ಯಕ್ಷರು ಕರೆ ನೀಡಿದರು. ತಾಲ್ಲೂಕು ಕಚೇರಿ ಮುಂಭಾಗ ಧರಣಿ ನಡೆಸಿ ಕೆಲಸಕ್ಕೆ ಲಂಚ ಕೇಳುವ ಅಧಿಕಾರಿಗಳ ವಿರುದ್ಧ ಕ್ರಮ ಕೈಗೊಳ್ಳುವಂತೆ ಒತ್ತಾಯಿಸಿದರು. ಈ ಸಂದರ್ಭದಲ್ಲಿ ಮಾತನಾಡಿದ ಸಮಿತಿ ಸದಸ್ಯರು, ರೈತರು ಹಾಗೂ ಬಡವರು ಕಚೇರಿಗೆ ಅಲೆದಾಡುವಂತಾಗಿದೆ ಎಂದರು. [360,1131,468,1303]
story3-col2: ಸಂಘದ ಸದಸ್ಯ ಹೆಚ್.ಬಿ. ಮದನ್ ಗೌಡ ಮಾತನಾಡಿ, ಮೊದಲು ಬುರಿಗೆ ಸಂಘದಲ್ಲಿನ ನಂತರ ಅಧ್ಯಕ್ಷರಾಗಿ ಬೊಮ್ಮೇಗೌಡರು ಆಯ್ಕೆಗೊಂಡಿದ್ದಾರೆ. ಪತ್ರಕರ್ತರ ಸಹಕಾರ ಕ್ಷೇತ್ರದಲ್ಲೂ ಹೊಸ ಸೇವೆ ಸಲ್ಲಿಸುತ್ತಿದ್ದಾರೆ ಎಂದು ಪ್ರಾಶಂಸಿದರು. ಮಂದೆ ರಾಜಕೀಯ ಕ್ಷೇತ್ರದಲ್ಲೂ ಹೊರ ಭಾವ ಸಾಧಿಸಲಿ ಎಂದು ಹಾರೈಸಿದರು. ಪ್ರತಿಯೊಂದು ಕ್ಷೇತ್ರದಲ್ಲೂ ಬೆಳೆಯಲಿ ಎಂದು ಸಲಹೆ ನೀಡಿದರು. ಪತ್ರಕರ್ತರು ಇತರೆ ಕ್ಷೇತ್ರದಲ್ಲಿ ಬೆಳೆಯಲು ಅವಕಾಶ ಕಲ್ಪಿಸಿಕೊಳ್ಳಬೇಕು. ಈ ರೀತಿ ಸನ್ಮಾನಿಸಿ ಗೌರವಿಸುತ್ತಿರುವುದು ಉತ್ತಮವಾಗಿದೆ. ಇತ್ತೀಚೆಗೆ ನಡೆದ ರಾಜ್ಯ ಮಟ್ಟದ ಕ್ರಿಕೆಟ್ ಪಂದ್ಯಾವಳಿಯಲ್ಲಿ ಉತ್ತಮ ಪ್ರದರ್ಶನ ನೀಡಿ ಪತ್ರಕರ್ತರ ತಂಡ ಗೆಲುವು ಸಾಧಿಸಿ ಹೊಸ ಕೀರ್ತಿ ತಂದಿದೆ ಎಂದರು. ರಾಜ್ಯ ಕಾರ್ಯಕಾರಿ ಪತ್ರಕರ್ತರ ಸಂಘದ ವತಿಯಿಂದ ಆಹ್ವಾನಿತರಾದ ರವಿನಾಕಲಗೂಡು ಮಾತನಾಡಿ, ಬೊಮ್ಮೇಗೌಡರು ಅಧ್ಯಕ್ಷರಾಗಿ ಆಯ್ಕೆ ಆಗಿರುವುದು ಉತ್ತಮವಾಗಿದೆ. ಇದೇ ವೇಳೆ ಜಿಲ್ಲಾ ಕಾರ್ಯನಿರತ ಪತ್ರಕರ್ತರ ಸಂಘದ ಪ್ರಧಾನ ಕಾರ್ಯದರ್ಶಿ ಬಿ.ಸಿ. ಕುಮಾರ್ ಇತರರು ಉಪಸ್ಥಿತರಿದ್ದರು. [764,603,936,800]
page-number: 03 [909,6,935,35]
story2-headline-band [4,553,588,595]
story3 [592,602,941,956]
story3-byline: ● ಭೀಮ ವಿಜಯ ನ್ಯೂಸ್ [632,690,700,699]
story2-photo [106,598,352,734]
column-rule [705,962,706,1352]
yoga-banner: ಉಚಿತ ಯೋಗ ಶಿಬಿರ [18,1012,168,1032]
divider [0,958,945,960]
story6-headline-band [708,964,941,1004]
story7-headline: 10ನೇ ತರಗತಿ ಫಲಿತಾಂಶ : ಗ್ರಾಮೀಣ ಭಾಗದ ವಿದ್ಯಾರ್ಥಿಗಳಿಂದ ಉತ್ತಮ ಸಾಧನೆ [362,1369,567,1378]
story3-photo [596,602,758,686]
masthead [0,0,945,44]
story3-headline-band [592,553,941,599]
